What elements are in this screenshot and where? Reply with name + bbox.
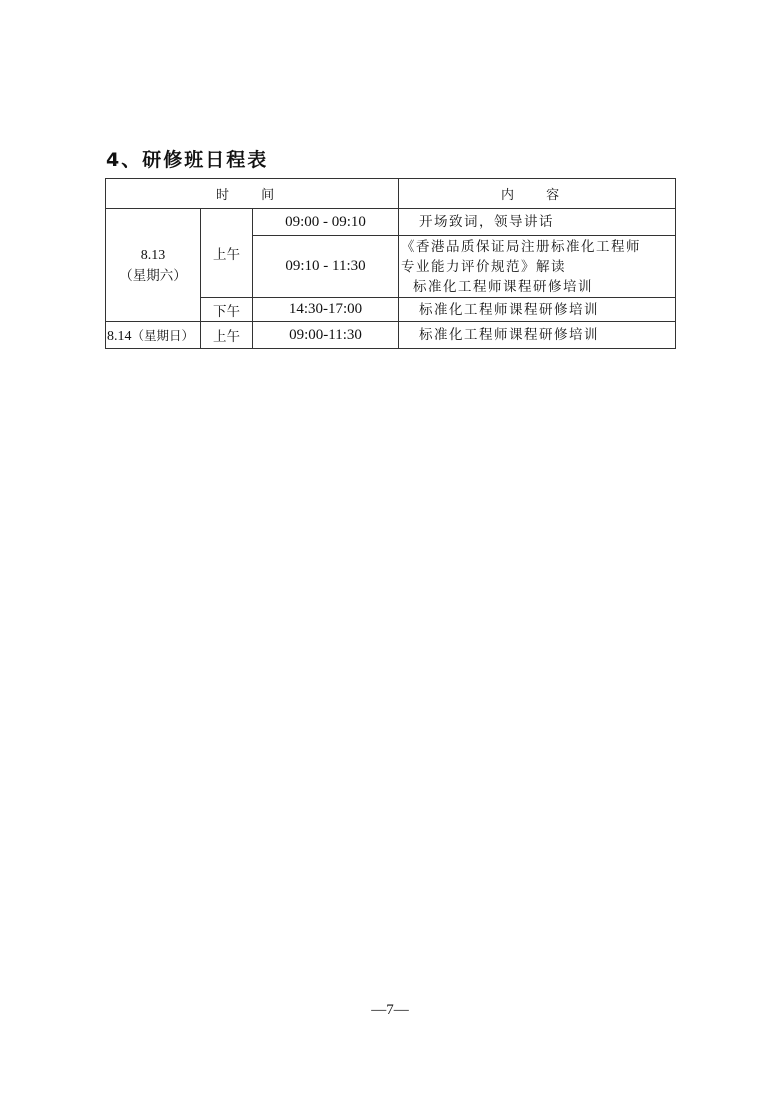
time-cell: 14:30-17:00	[253, 298, 399, 322]
content-cell: 标准化工程师课程研修培训	[399, 298, 676, 322]
table-row	[106, 322, 676, 349]
content-line: 《香港品质保证局注册标准化工程师	[401, 238, 642, 255]
time-cell: 09:10 - 11:30	[253, 236, 399, 298]
weekday-day2: （星期日）	[131, 327, 195, 343]
table-header-row	[106, 179, 676, 209]
period-afternoon-day1: 下午	[201, 298, 253, 322]
date-cell-day1	[106, 209, 201, 322]
date-day1: 8.13	[140, 247, 166, 263]
content-line: 专业能力评价规范》解读	[401, 258, 567, 275]
weekday-day1: （星期六）	[119, 267, 187, 284]
header-time: 时 间	[106, 179, 399, 209]
period-morning-day1: 上午	[201, 209, 253, 298]
content-cell: 开场致词，领导讲话	[399, 209, 676, 236]
page-number: —7—	[371, 1002, 409, 1018]
schedule-table	[105, 178, 676, 349]
content-cell: 标准化工程师课程研修培训	[399, 322, 676, 349]
date-day2: 8.14	[107, 328, 132, 344]
section-title: 4、研修班日程表	[106, 149, 269, 171]
header-content: 内 容	[399, 179, 676, 209]
time-cell: 09:00-11:30	[253, 322, 399, 349]
content-line: 标准化工程师课程研修培训	[413, 278, 594, 295]
period-morning-day2: 上午	[201, 322, 253, 349]
table-row	[106, 209, 676, 236]
time-cell: 09:00 - 09:10	[253, 209, 399, 236]
date-cell-day2	[106, 322, 201, 349]
content-cell	[399, 236, 676, 298]
